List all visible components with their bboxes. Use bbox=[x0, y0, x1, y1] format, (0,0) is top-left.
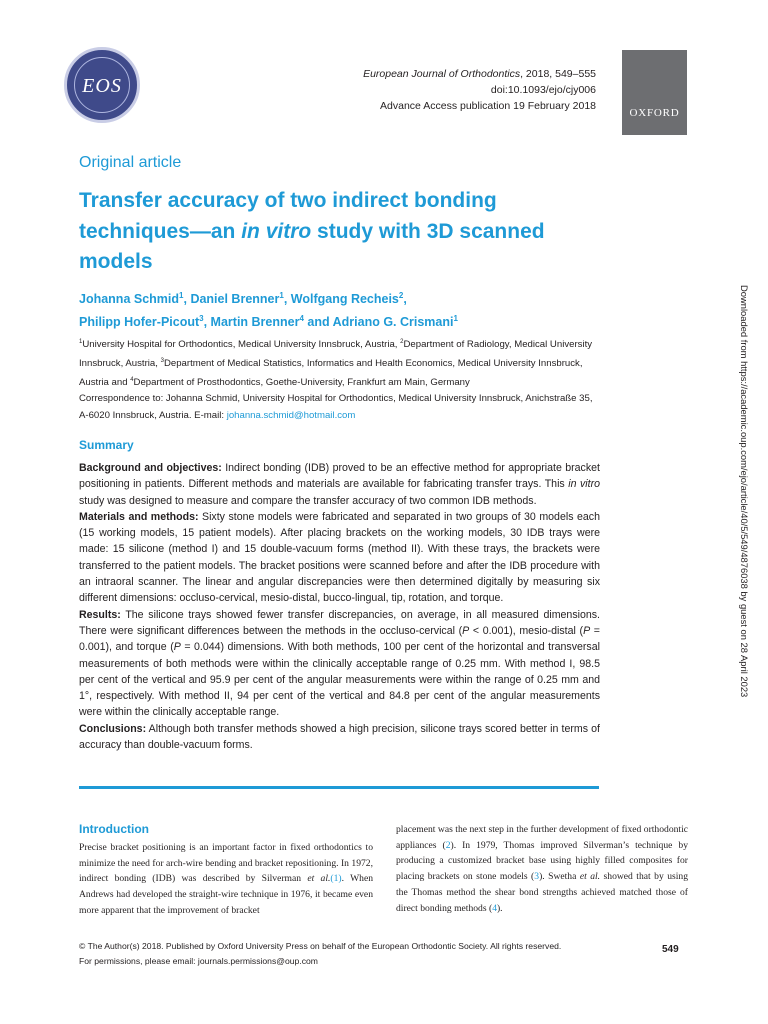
summary-text: Indirect bonding (IDB) proved to be an effective method for appropriate bracket positioning in patients. Different methods and materials are available for fabricating transfer trays. This bbox=[79, 462, 600, 491]
author-name: Daniel Brenner bbox=[190, 292, 280, 307]
introduction-heading: Introduction bbox=[79, 822, 149, 836]
body-italic: et al. bbox=[307, 873, 331, 885]
copyright-notice: © The Author(s) 2018. Published by Oxford University Press on behalf of the European Orthodontic Society. All rights reserved. bbox=[79, 941, 562, 951]
author-separator: , bbox=[403, 292, 407, 307]
title-italic: in vitro bbox=[241, 219, 312, 243]
affil-sup: 3 bbox=[160, 358, 164, 365]
p-value-symbol: P bbox=[173, 641, 181, 654]
author-separator: and bbox=[303, 315, 333, 330]
oxford-publisher-logo bbox=[622, 50, 687, 135]
summary-text: study was designed to measure and compare the transfer accuracy of two common IDB methods. bbox=[79, 494, 537, 507]
download-notice: Downloaded from https://academic.oup.com/ejo/article/40/5/549/4876038 by guest on 28 April 2023 bbox=[739, 285, 750, 698]
citation-link-3[interactable]: 3 bbox=[534, 871, 540, 883]
citation-link-2[interactable]: 2 bbox=[445, 839, 451, 851]
summary-methods bbox=[79, 509, 600, 607]
title-part2: study with 3D scanned models bbox=[79, 219, 545, 273]
affil-text: Department of Radiology, Medical University Innsbruck, Austria, bbox=[79, 339, 593, 370]
section-divider bbox=[79, 786, 599, 789]
author-affil-sup: 1 bbox=[453, 314, 458, 324]
affil-text: University Hospital for Orthodontics, Medical University Innsbruck, Austria, bbox=[82, 339, 401, 351]
body-italic: et al. bbox=[579, 871, 601, 883]
journal-doi: doi:10.1093/ejo/cjy006 bbox=[490, 84, 596, 96]
summary-text: = 0.001), and torque ( bbox=[79, 624, 600, 654]
body-column-left bbox=[79, 840, 373, 919]
body-text: . When Andrews had developed the straight-wire technique in 1976, it became even more apparent that the improvement of bracket bbox=[79, 873, 374, 916]
affil-sup: 4 bbox=[130, 377, 134, 384]
author-name: Wolfgang Recheis bbox=[290, 292, 399, 307]
author-name: Johanna Schmid bbox=[79, 292, 180, 307]
summary-label: Conclusions: bbox=[79, 722, 147, 735]
article-title bbox=[79, 186, 579, 278]
p-value-symbol: P bbox=[462, 624, 470, 637]
author-affil-sup: 2 bbox=[398, 291, 404, 300]
download-sidebar bbox=[736, 285, 748, 755]
author bbox=[291, 292, 407, 306]
summary-label: Materials and methods: bbox=[79, 510, 199, 523]
summary-text: The silicone trays showed fewer transfer discrepancies, on average, in all measured dimensions. There were significant differences between the methods in the occluso-cervical ( bbox=[79, 608, 600, 637]
page-footer bbox=[79, 939, 639, 969]
summary-abstract bbox=[79, 460, 600, 753]
author bbox=[190, 292, 290, 306]
affil-sup: 2 bbox=[400, 339, 404, 345]
eos-society-logo bbox=[64, 47, 140, 123]
summary-text: < 0.001), mesio-distal ( bbox=[469, 624, 584, 637]
author-name: Philipp Hofer-Picout bbox=[79, 315, 200, 330]
author bbox=[79, 292, 190, 306]
author-name: Martin Brenner bbox=[210, 315, 300, 330]
author-separator: , bbox=[183, 292, 191, 307]
summary-text: = 0.044) dimensions. With both methods, 100 per cent of the horizontal and transversal measurements of both methods were within the clinically acceptable range of 0.25 mm. With method I, 98.5 per cent of the vertical and 95.9 per cent of the angular measurements were within the range of 0.25 mm and 1°, respectively. With method II, 94 per cent of the vertical and 84.8 per cent of the angular measurements were within the clinically acceptable range. bbox=[79, 641, 600, 719]
article-type: Original article bbox=[79, 154, 182, 171]
body-text: placement was the next step in the further development of fixed orthodontic appliances ( bbox=[396, 824, 688, 851]
body-text: showed that by using the Thomas method the shear bond strengths achieved matched those of direct bonding methods ( bbox=[396, 871, 688, 914]
affil-text: Department of Medical Statistics, Informatics and Health Economics, Medical University Innsbruck, Austria and bbox=[79, 358, 583, 389]
affil-sup: 1 bbox=[79, 339, 83, 345]
body-text: Precise bracket positioning is an important factor in fixed orthodontics to minimize the need for arch-wire bending and bracket repositioning. In 1972, indirect bonding (IDB) was described by Silverman bbox=[79, 842, 373, 885]
summary-label: Results: bbox=[79, 608, 121, 621]
summary-conclusions bbox=[79, 721, 600, 754]
affiliations bbox=[79, 334, 601, 392]
body-text: ). Swetha bbox=[539, 871, 580, 883]
author bbox=[211, 315, 333, 329]
author-affil-sup: 4 bbox=[299, 314, 304, 324]
affil-text: Department of Prosthodontics, Goethe-University, Frankfurt am Main, Germany bbox=[133, 377, 470, 389]
correspondence-email-link[interactable]: johanna.schmid@hotmail.com bbox=[226, 410, 356, 421]
logo-text: EOS bbox=[82, 75, 122, 97]
summary-heading: Summary bbox=[79, 438, 134, 452]
body-column-right bbox=[396, 822, 688, 916]
author-list bbox=[79, 286, 599, 332]
author-affil-sup: 1 bbox=[179, 291, 184, 300]
author-separator: , bbox=[283, 292, 291, 307]
citation-link-4[interactable]: 4 bbox=[492, 902, 497, 914]
oxford-label: OXFORD bbox=[629, 107, 680, 119]
summary-results bbox=[79, 607, 600, 721]
summary-background bbox=[79, 460, 600, 509]
journal-name: European Journal of Orthodontics bbox=[363, 68, 521, 80]
summary-text: Although both transfer methods showed a high precision, silicone trays scored better in terms of accuracy than double-vacuum forms. bbox=[79, 722, 600, 752]
page-number: 549 bbox=[662, 944, 679, 955]
author bbox=[79, 315, 211, 329]
title-part1: Transfer accuracy of two indirect bonding techniques—an bbox=[79, 189, 497, 243]
journal-details: , 2018, 549–555 bbox=[520, 68, 596, 80]
summary-text: Sixty stone models were fabricated and separated in two groups of 30 models each (15 working models, 15 patient models). After placing brackets on the working models, 30 IDB trays were made: 15 silicone (method I) and 15 double-vacuum forms (method II). With these trays, the brackets were transferred to the patient models. The bracket positions were scanned before and after the IDB procedure with an intraoral scanner. The linear and angular discrepancies were then determined digitally by measuring six different dimensions: occluso-cervical, mesio-distal, bucco-lingual, tip, rotation, and torque. bbox=[79, 510, 600, 605]
author-affil-sup: 3 bbox=[199, 314, 204, 324]
correspondence bbox=[79, 390, 601, 424]
author-separator: , bbox=[203, 315, 211, 330]
journal-citation bbox=[363, 66, 596, 114]
body-text: ). In 1979, Thomas improved Silverman’s technique by producing a customized bracket base using highly filled composites for placing brackets on stone models ( bbox=[396, 839, 688, 883]
correspondence-text: Correspondence to: Johanna Schmid, University Hospital for Orthodontics, Medical University Innsbruck, Anichstraße 35, A-6020 Innsbruck, Austria. E-mail: bbox=[79, 393, 593, 421]
p-value-symbol: P bbox=[583, 624, 591, 637]
author-name: Adriano G. Crismani bbox=[332, 315, 454, 330]
journal-advance-access: Advance Access publication 19 February 2018 bbox=[380, 100, 596, 112]
summary-label: Background and objectives: bbox=[79, 462, 222, 474]
summary-italic: in vitro bbox=[568, 478, 601, 491]
author bbox=[333, 315, 458, 329]
citation-link-1[interactable]: (1) bbox=[330, 873, 342, 885]
journal-line bbox=[363, 66, 596, 82]
author-affil-sup: 1 bbox=[279, 291, 284, 300]
permissions-notice: For permissions, please email: journals.permissions@oup.com bbox=[79, 956, 318, 966]
body-text: ). bbox=[496, 902, 503, 914]
